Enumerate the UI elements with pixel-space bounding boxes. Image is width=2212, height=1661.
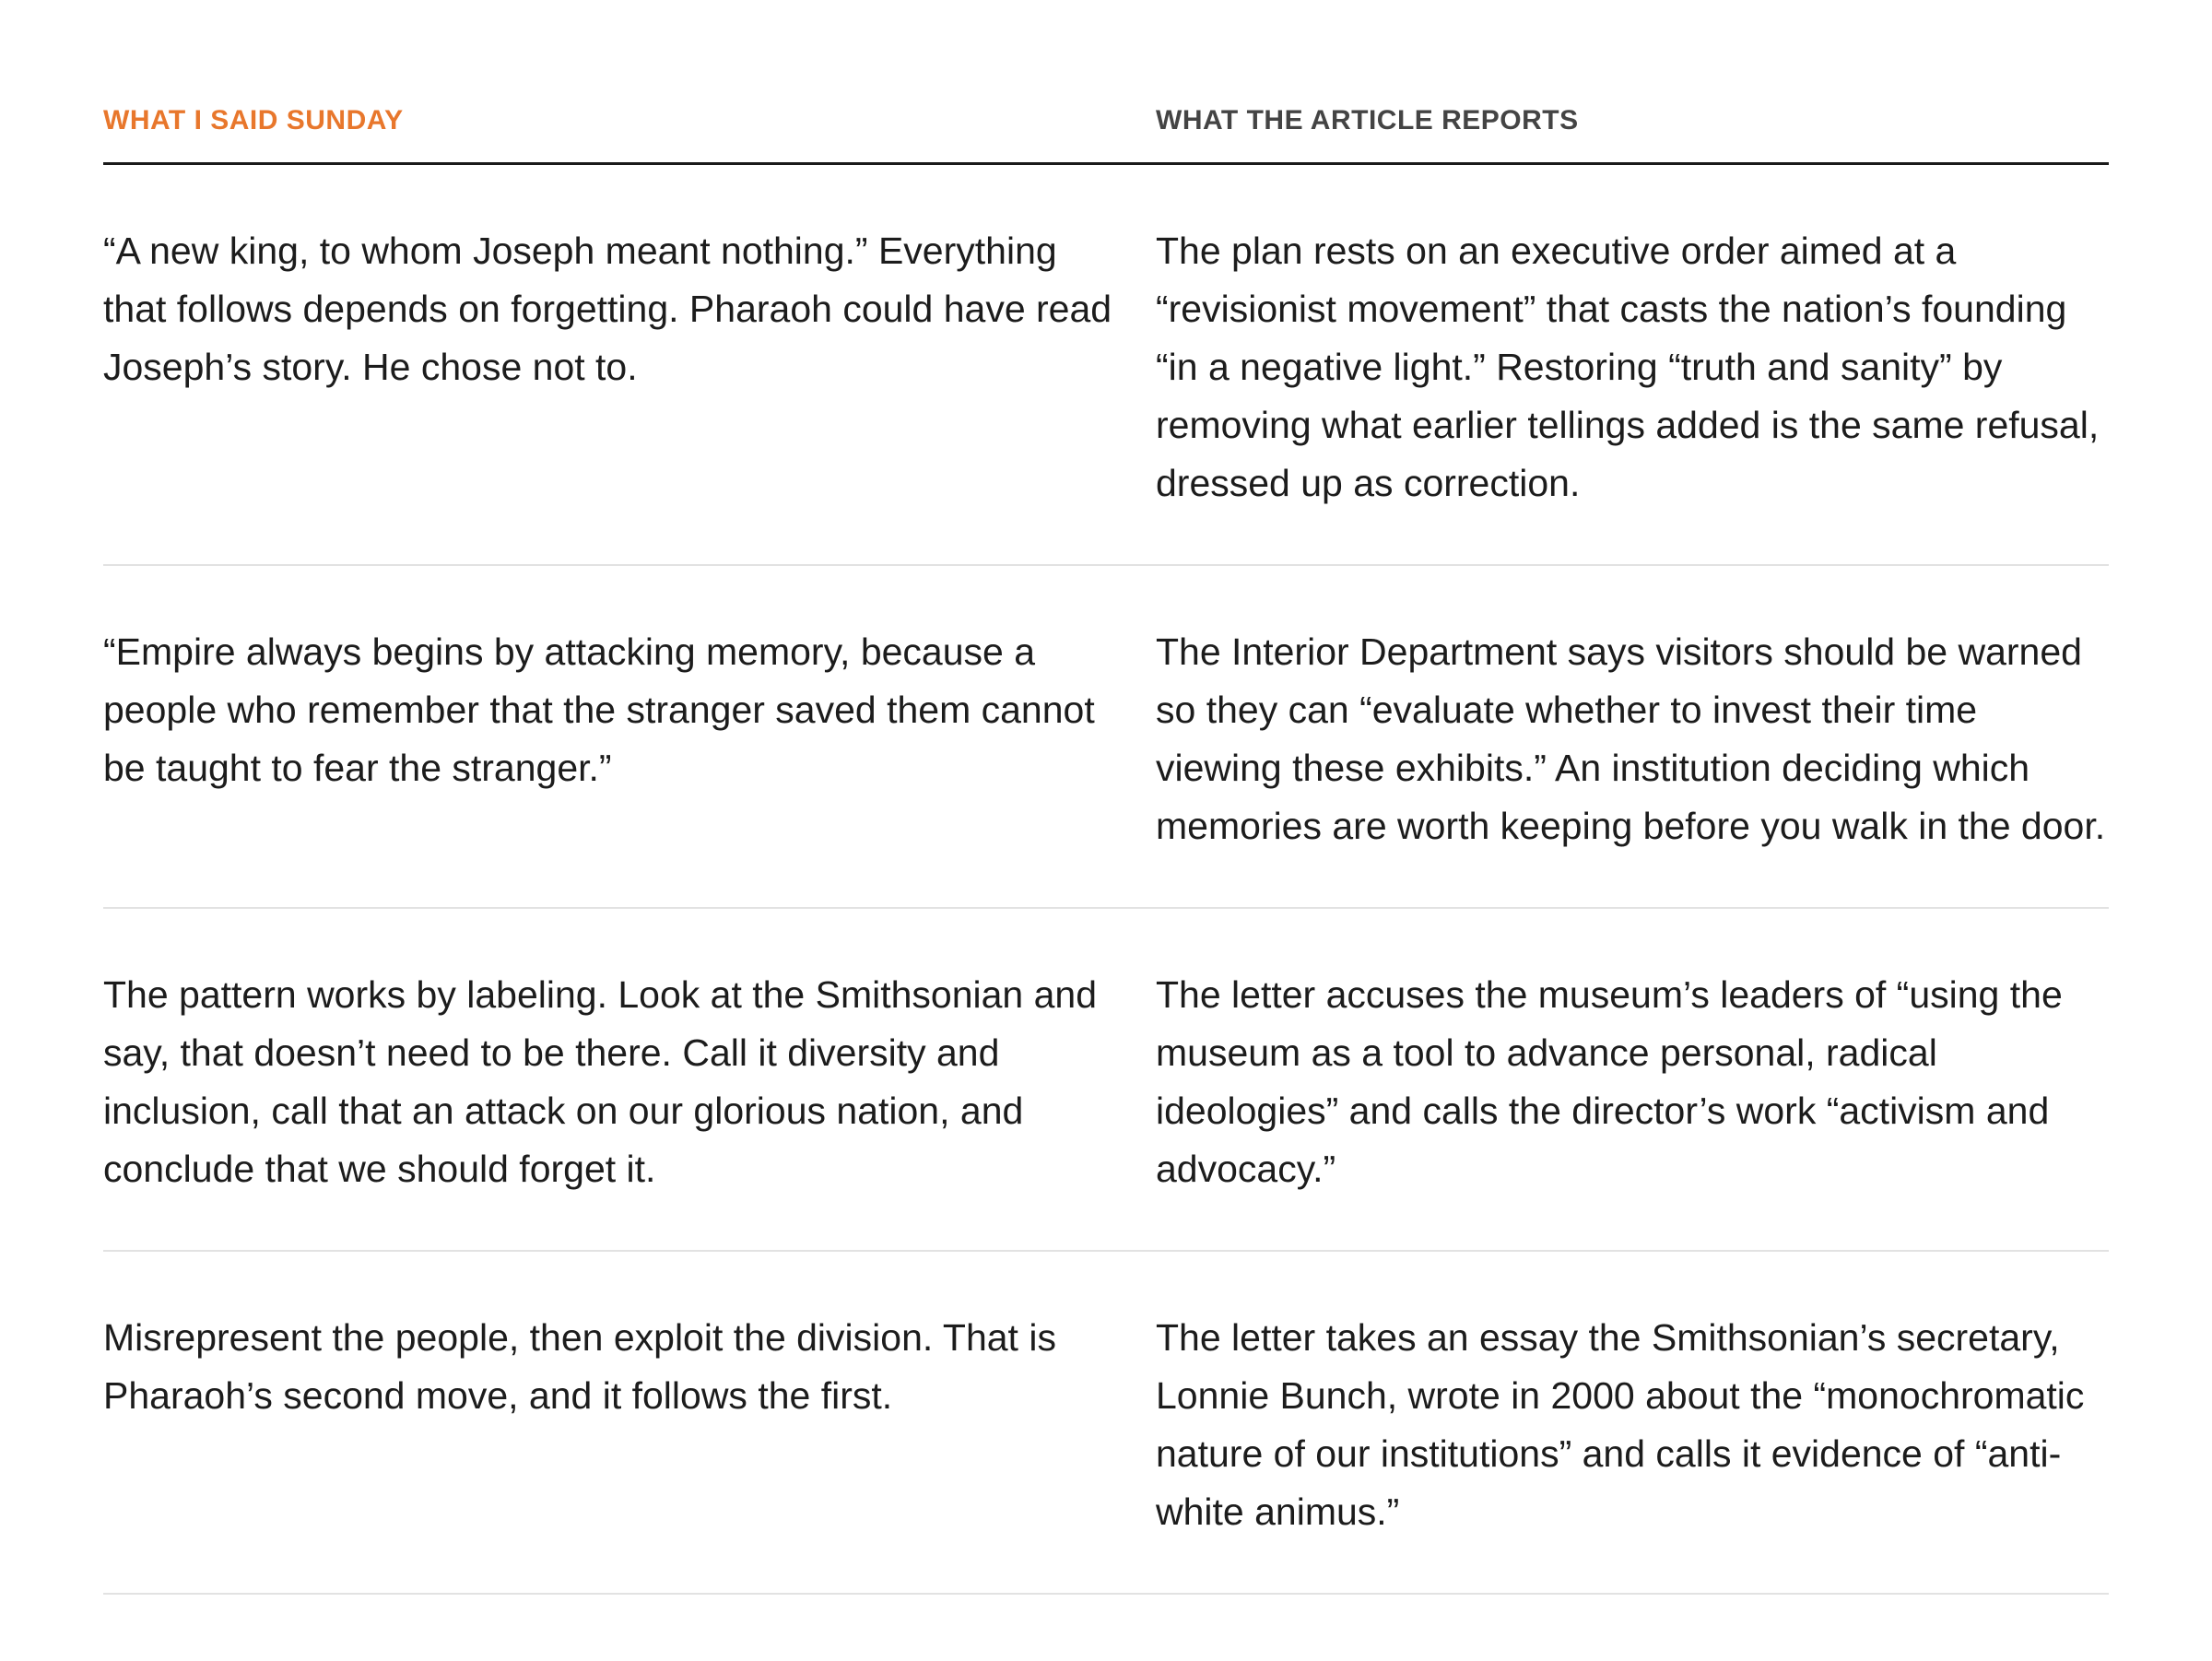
- said-cell: The pattern works by labeling. Look at the Smithsonian and say, that doesn’t need to be there. Call it diversity and inclusion, call that an attack on our glorious nation, and conclude that we should forget it.: [103, 973, 1098, 1190]
- comparison-table: [103, 0, 2109, 1595]
- said-cell: “A new king, to whom Joseph meant nothing.” Everything that follows depends on forgetting. Pharaoh could have read Joseph’s story. He chose not to.: [103, 230, 1112, 388]
- column-header-what-i-said: WHAT I SAID SUNDAY: [103, 105, 404, 135]
- table-row: [103, 566, 2109, 909]
- reported-cell: The letter accuses the museum’s leaders of “using the museum as a tool to advance personal, radical ideologies” and calls the director’s work “activism and advocacy.”: [1156, 973, 2063, 1190]
- reported-cell: The letter takes an essay the Smithsonian’s secretary, Lonnie Bunch, wrote in 2000 about the “monochromatic nature of our institutions” and calls it evidence of “anti-white animus.”: [1156, 1316, 2085, 1533]
- column-header-article-reports: WHAT THE ARTICLE REPORTS: [1156, 105, 1579, 135]
- said-cell: Misrepresent the people, then exploit the division. That is Pharaoh’s second move, and it follows the first.: [103, 1316, 1056, 1417]
- table-header-row: [103, 0, 2109, 165]
- reported-cell: The plan rests on an executive order aimed at a “revisionist movement” that casts the nation’s founding “in a negative light.” Restoring “truth and sanity” by removing what earlier tellings added is the same refusal, dressed up as correction.: [1156, 230, 2100, 504]
- reported-cell: The Interior Department says visitors should be warned so they can “evaluate whether to invest their time viewing these exhibits.” An institution deciding which memories are worth keeping before you walk in the door.: [1156, 630, 2106, 847]
- said-cell: “Empire always begins by attacking memory, because a people who remember that the stranger saved them cannot be taught to fear the stranger.”: [103, 630, 1095, 789]
- table-row: [103, 909, 2109, 1252]
- table-row: [103, 1252, 2109, 1595]
- table-row: [103, 165, 2109, 566]
